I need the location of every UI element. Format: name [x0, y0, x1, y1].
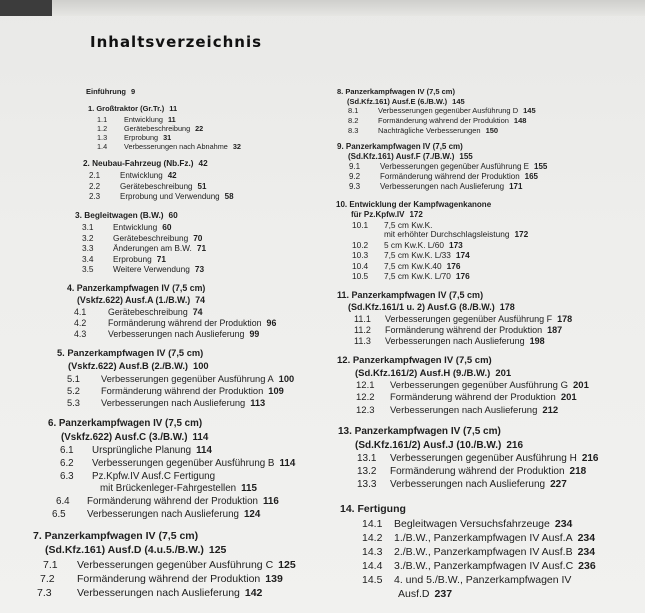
entry-title: Formänderung während der Produktion	[87, 496, 259, 507]
entry-number: 6.4	[56, 496, 70, 507]
page-number: 114	[192, 432, 209, 443]
toc-entry	[60, 471, 215, 482]
toc-entry	[97, 142, 241, 151]
page-number: 114	[196, 445, 212, 456]
toc-section-heading	[338, 426, 501, 437]
page-number: 71	[196, 243, 207, 253]
page-number: 172	[409, 210, 423, 219]
entry-number: 12.3	[356, 405, 375, 416]
section-title: (Sd.Kfz.161) Ausf.E (6./B.W.)	[347, 97, 448, 106]
page-number: 58	[224, 192, 234, 201]
entry-title: mit erhöhter Durchschlagsleistung	[384, 229, 510, 239]
entry-number: 7.3	[37, 587, 52, 599]
toc-entry	[97, 124, 203, 133]
page-number: 155	[459, 152, 473, 161]
toc-entry	[56, 496, 279, 507]
page-number: 11	[167, 115, 176, 124]
toc-entry	[352, 261, 461, 271]
page-number: 178	[499, 302, 515, 312]
entry-title: Verbesserungen gegenüber Ausführung C	[77, 559, 274, 571]
entry-number: 5.3	[67, 398, 80, 408]
entry-title: 3./B.W., Panzerkampfwagen IV Ausf.C	[394, 560, 574, 572]
toc-entry	[362, 560, 596, 572]
entry-title: Weitere Verwendung	[113, 264, 190, 274]
entry-title: Nachträgliche Verbesserungen	[378, 126, 481, 135]
page-number: 115	[241, 483, 257, 494]
entry-title: Änderungen am B.W.	[113, 243, 192, 253]
page-number: 201	[573, 380, 589, 391]
entry-title: Verbesserungen nach Auslieferung	[77, 587, 240, 599]
entry-number: 6.2	[60, 458, 74, 469]
entry-number: 5.1	[67, 374, 80, 384]
entry-number: 10.4	[352, 261, 369, 271]
page-number: 99	[249, 329, 260, 339]
toc-entry	[82, 233, 202, 243]
entry-number: 3.1	[82, 222, 94, 232]
page-number: 173	[448, 240, 463, 250]
toc-section-heading	[45, 544, 226, 556]
section-title: 12. Panzerkampfwagen IV (7,5 cm)	[337, 355, 492, 366]
toc-entry	[352, 271, 470, 281]
entry-number: 4.1	[74, 307, 87, 317]
entry-number: 2.1	[89, 171, 101, 180]
entry-title: Formänderung während der Produktion	[380, 172, 520, 181]
page-number: 116	[263, 496, 279, 507]
entry-title: Ursprüngliche Planung	[92, 445, 192, 456]
entry-title: Verbesserungen gegenüber Ausführung B	[92, 458, 275, 469]
section-title: 3. Begleitwagen (B.W.)	[75, 210, 164, 220]
toc-section-heading	[351, 210, 423, 219]
toc-entry	[354, 325, 562, 335]
entry-number: 14.1	[362, 518, 383, 530]
entry-number: 6.1	[60, 445, 74, 456]
entry-number: 13.1	[357, 453, 377, 464]
entry-title: Ausf.D	[398, 588, 430, 600]
section-title: 7. Panzerkampfwagen IV (7,5 cm)	[33, 530, 199, 542]
entry-title: Verbesserungen gegenüber Ausführung A	[101, 374, 274, 384]
page-number: 145	[452, 97, 465, 106]
page-number: 71	[156, 254, 166, 264]
toc-entry	[356, 380, 589, 391]
toc-entry	[52, 509, 260, 520]
page-number: 60	[162, 222, 172, 232]
toc-entry	[74, 329, 259, 339]
entry-title: Verbesserungen gegenüber Ausführung E	[380, 162, 530, 171]
entry-number: 1.3	[97, 133, 108, 142]
entry-title: Verbesserungen nach Auslieferung	[101, 398, 246, 408]
entry-title: Gerätebeschreibung	[124, 124, 191, 133]
toc-entry	[362, 574, 571, 586]
toc-section-heading	[337, 290, 483, 300]
toc-entry	[362, 532, 595, 544]
page-number: 114	[279, 458, 296, 469]
toc-entry	[348, 116, 526, 125]
toc-entry	[352, 250, 470, 260]
page-number: 96	[266, 318, 277, 328]
entry-title: mit Brückenleger-Fahrgestellen	[100, 483, 237, 494]
section-title: (Sd.Kfz.161/2) Ausf.H (9./B.W.)	[355, 368, 491, 379]
toc-entry	[354, 336, 545, 346]
entry-number: 8.2	[348, 116, 359, 125]
toc-entry	[82, 222, 172, 232]
section-title: (Vskfz.622) Ausf.B (2./B.W.)	[68, 361, 189, 371]
page-number: 165	[524, 172, 538, 181]
entry-title: Formänderung während der Produktion	[77, 573, 261, 585]
entry-number: 14.5	[362, 574, 383, 586]
entry-title: 7,5 cm Kw.K. L/70	[384, 271, 451, 281]
entry-title: 1./B.W., Panzerkampfwagen IV Ausf.A	[394, 532, 573, 544]
toc-entry	[357, 479, 567, 490]
entry-title: Verbesserungen nach Auslieferung	[87, 509, 239, 520]
entry-number: 11.1	[354, 314, 371, 324]
entry-title: Formänderung während der Produktion	[108, 318, 262, 328]
page-number: 11	[169, 104, 178, 113]
toc-entry	[348, 126, 498, 135]
page-number: 125	[208, 544, 227, 556]
page-number: 234	[577, 532, 596, 544]
page-number: 216	[506, 440, 524, 451]
entry-title: Gerätebeschreibung	[113, 233, 189, 243]
toc-entry	[356, 405, 558, 416]
page-number: 109	[268, 386, 284, 396]
page-number: 216	[581, 453, 599, 464]
toc-entry	[60, 458, 295, 469]
toc-entry	[67, 398, 265, 408]
toc-section-heading	[75, 210, 178, 220]
page-number: 42	[198, 159, 208, 168]
page-title: Inhaltsverzeichnis	[90, 33, 263, 51]
entry-number: 12.1	[356, 380, 375, 391]
entry-title: Formänderung während der Produktion	[390, 466, 565, 477]
page-number: 212	[542, 405, 559, 416]
entry-number: 10.1	[352, 220, 369, 230]
entry-title: 7,5 cm Kw.K. L/33	[384, 250, 451, 260]
entry-title: Erprobung	[124, 133, 159, 142]
toc-section-heading	[86, 87, 135, 96]
page-number: 113	[250, 398, 266, 408]
entry-title: Formänderung während der Produktion	[101, 386, 264, 396]
entry-title: Erprobung	[113, 254, 152, 264]
page-number: 178	[557, 314, 573, 324]
entry-number: 6.5	[52, 509, 66, 520]
entry-number: 13.3	[357, 479, 377, 490]
toc-section-heading	[348, 152, 473, 161]
page-number: 201	[495, 368, 512, 379]
toc-entry	[97, 115, 176, 124]
toc-section-heading	[348, 302, 515, 312]
entry-number: 3.4	[82, 254, 94, 264]
entry-number: 3.2	[82, 233, 94, 243]
page-number: 142	[244, 587, 263, 599]
toc-entry	[349, 162, 547, 171]
entry-title: Verbesserungen gegenüber Ausführung F	[385, 314, 553, 324]
page-number: 139	[265, 573, 283, 585]
entry-number: 14.2	[362, 532, 383, 544]
toc-entry	[362, 546, 595, 558]
entry-title: Erprobung und Verwendung	[120, 192, 220, 201]
entry-title: Entwicklung	[124, 115, 163, 124]
entry-title: Verbesserungen nach Abnahme	[124, 142, 228, 151]
section-title: (Vskfz.622) Ausf.A (1./B.W.)	[77, 295, 191, 305]
entry-number: 14.3	[362, 546, 383, 558]
page-number: 174	[455, 250, 470, 260]
toc-entry	[89, 171, 177, 180]
toc-entry	[357, 453, 599, 464]
page-number: 201	[560, 392, 577, 403]
page-number: 51	[197, 182, 207, 191]
entry-title: 4. und 5./B.W., Panzerkampfwagen IV	[394, 574, 572, 586]
entry-title: Pz.Kpfw.IV Ausf.C Fertigung	[92, 471, 216, 482]
toc-entry	[357, 466, 586, 477]
toc-entry	[97, 133, 171, 142]
section-title: 9. Panzerkampfwagen IV (7,5 cm)	[337, 142, 463, 151]
entry-title: Gerätebeschreibung	[120, 182, 193, 191]
page-number: 100	[193, 361, 209, 371]
entry-title: Entwicklung	[113, 222, 158, 232]
entry-number: 8.3	[348, 126, 359, 135]
page-number: 60	[168, 210, 178, 220]
toc-entry	[37, 587, 262, 599]
entry-title: 7,5 cm Kw.K.40	[384, 261, 442, 271]
page-number: 198	[529, 336, 545, 346]
entry-title: Gerätebeschreibung	[108, 307, 188, 317]
section-title: 14. Fertigung	[340, 503, 406, 515]
section-title: (Sd.Kfz.161) Ausf.D (4.u.5./B.W.)	[45, 544, 204, 556]
toc-entry	[82, 254, 166, 264]
entry-title: Verbesserungen nach Auslieferung	[108, 329, 245, 339]
section-title: 6. Panzerkampfwagen IV (7,5 cm)	[48, 418, 203, 429]
page-number: 187	[547, 325, 563, 335]
entry-number: 10.5	[352, 271, 369, 281]
entry-title: Verbesserungen nach Auslieferung	[385, 336, 525, 346]
entry-title: Verbesserungen gegenüber Ausführung D	[378, 106, 519, 115]
toc-entry	[43, 559, 296, 571]
toc-entry	[89, 192, 234, 201]
toc-entry	[352, 240, 463, 250]
entry-number: 3.3	[82, 243, 94, 253]
entry-number: 2.2	[89, 182, 101, 191]
entry-number: 1.4	[97, 142, 108, 151]
toc-section-heading	[83, 159, 208, 168]
entry-title: Entwicklung	[120, 171, 163, 180]
page-number: 73	[194, 264, 205, 274]
section-title: 4. Panzerkampfwagen IV (7,5 cm)	[67, 283, 206, 293]
section-title: (Sd.Kfz.161) Ausf.F (7./B.W.)	[348, 152, 455, 161]
entry-title: Verbesserungen nach Auslieferung	[380, 182, 505, 191]
toc-entry	[82, 264, 204, 274]
toc-section-heading	[48, 418, 202, 429]
entry-title: 5 cm Kw.K. L/60	[384, 240, 444, 250]
toc-entry	[349, 182, 522, 191]
entry-number: 9.3	[349, 182, 361, 191]
toc-entry	[89, 182, 206, 191]
section-title: (Vskfz.622) Ausf.C (3./B.W.)	[61, 432, 188, 443]
entry-number: 9.2	[349, 172, 361, 181]
entry-title: Verbesserungen gegenüber Ausführung G	[390, 380, 568, 391]
entry-number: 4.2	[74, 318, 87, 328]
section-title: für Pz.Kpfw.IV	[351, 210, 405, 219]
page-number: 148	[513, 116, 527, 125]
toc-entry	[362, 588, 452, 600]
section-title: 13. Panzerkampfwagen IV (7,5 cm)	[338, 426, 501, 437]
toc-section-heading	[68, 361, 209, 371]
toc-entry	[354, 314, 572, 324]
entry-number: 10.3	[352, 250, 369, 260]
toc-section-heading	[337, 355, 492, 366]
section-title: Einführung	[86, 87, 126, 96]
toc-section-heading	[355, 368, 511, 379]
page-number: 31	[163, 133, 172, 142]
entry-number: 7.1	[43, 559, 58, 571]
toc-section-heading	[337, 87, 455, 96]
entry-title: 7,5 cm Kw.K.	[384, 220, 433, 230]
entry-number: 4.3	[74, 329, 87, 339]
entry-number: 11.3	[354, 336, 371, 346]
page-number: 74	[195, 295, 206, 305]
page-number: 234	[554, 518, 573, 530]
entry-number: 5.2	[67, 386, 80, 396]
toc-entry	[67, 374, 294, 384]
section-title: 1. Großtraktor (Gr.Tr.)	[88, 104, 165, 113]
page-number: 9	[131, 87, 136, 96]
entry-number: 8.1	[348, 106, 359, 115]
entry-title: Verbesserungen nach Auslieferung	[390, 405, 538, 416]
entry-number: 1.1	[97, 115, 108, 124]
entry-title: Verbesserungen gegenüber Ausführung H	[390, 453, 577, 464]
entry-title: Formänderung während der Produktion	[385, 325, 543, 335]
toc-section-heading	[88, 104, 177, 113]
toc-section-heading	[355, 440, 523, 451]
toc-entry	[67, 386, 284, 396]
toc-entry	[356, 392, 577, 403]
toc-entry	[349, 172, 538, 181]
toc-section-heading	[33, 530, 198, 542]
page-number: 145	[523, 106, 536, 115]
entry-number: 14.4	[362, 560, 383, 572]
page-number: 155	[534, 162, 548, 171]
toc-entry	[82, 243, 206, 253]
toc-section-heading	[337, 142, 463, 151]
toc-entry	[74, 307, 203, 317]
entry-number: 10.2	[352, 240, 369, 250]
page-number: 150	[485, 126, 499, 135]
section-title: 2. Neubau-Fahrzeug (Nb.Fz.)	[83, 159, 194, 168]
entry-number: 7.2	[40, 573, 55, 585]
entry-number: 2.3	[89, 192, 101, 201]
page-number: 32	[232, 142, 241, 151]
entry-number: 12.2	[356, 392, 375, 403]
entry-number: 6.3	[60, 471, 74, 482]
toc-entry	[348, 106, 536, 115]
entry-number: 9.1	[349, 162, 361, 171]
section-title: 8. Panzerkampfwagen IV (7,5 cm)	[337, 87, 455, 96]
toc-entry	[40, 573, 283, 585]
page-number: 218	[569, 466, 587, 477]
toc-section-heading	[336, 200, 491, 209]
toc-entry	[74, 318, 276, 328]
section-title: (Sd.Kfz.161/1 u. 2) Ausf.G (8./B.W.)	[348, 302, 495, 312]
page-number: 176	[446, 261, 461, 271]
toc-entry	[352, 229, 528, 239]
toc-section-heading	[77, 295, 205, 305]
section-title: 10. Entwicklung der Kampfwagenkanone	[336, 200, 492, 209]
toc-right-column	[330, 0, 645, 613]
entry-title: Verbesserungen nach Auslieferung	[390, 479, 546, 490]
entry-title: Begleitwagen Versuchsfahrzeuge	[394, 518, 550, 530]
page-number: 237	[434, 588, 453, 600]
toc-section-heading	[340, 503, 406, 515]
page-number: 236	[578, 560, 596, 572]
section-title: 5. Panzerkampfwagen IV (7,5 cm)	[57, 348, 204, 358]
section-title: 11. Panzerkampfwagen IV (7,5 cm)	[337, 290, 484, 300]
page-number: 227	[550, 479, 567, 490]
section-title: (Sd.Kfz.161/2) Ausf.J (10./B.W.)	[355, 440, 502, 451]
page-number: 124	[243, 509, 261, 520]
toc-section-heading	[57, 348, 203, 358]
toc-entry	[60, 445, 212, 456]
page-number: 176	[455, 271, 470, 281]
page-number: 74	[192, 307, 203, 317]
page-number: 172	[514, 229, 529, 239]
page-number: 125	[278, 559, 296, 571]
entry-number: 1.2	[97, 124, 108, 133]
page-number: 100	[278, 374, 295, 384]
page-number: 171	[509, 182, 523, 191]
entry-number: 3.5	[82, 264, 94, 274]
toc-entry	[60, 483, 257, 494]
page-number: 234	[577, 546, 596, 558]
entry-title: 2./B.W., Panzerkampfwagen IV Ausf.B	[394, 546, 573, 558]
entry-number: 11.2	[354, 325, 371, 335]
page-number: 70	[193, 233, 203, 243]
page-number: 22	[195, 124, 204, 133]
toc-section-heading	[347, 97, 465, 106]
toc-entry	[362, 518, 572, 530]
entry-number: 13.2	[357, 466, 377, 477]
entry-title: Formänderung während der Produktion	[378, 116, 509, 125]
entry-title: Formänderung während der Produktion	[390, 392, 556, 403]
page-number: 42	[167, 171, 177, 180]
toc-section-heading	[67, 283, 205, 293]
toc-section-heading	[61, 432, 208, 443]
